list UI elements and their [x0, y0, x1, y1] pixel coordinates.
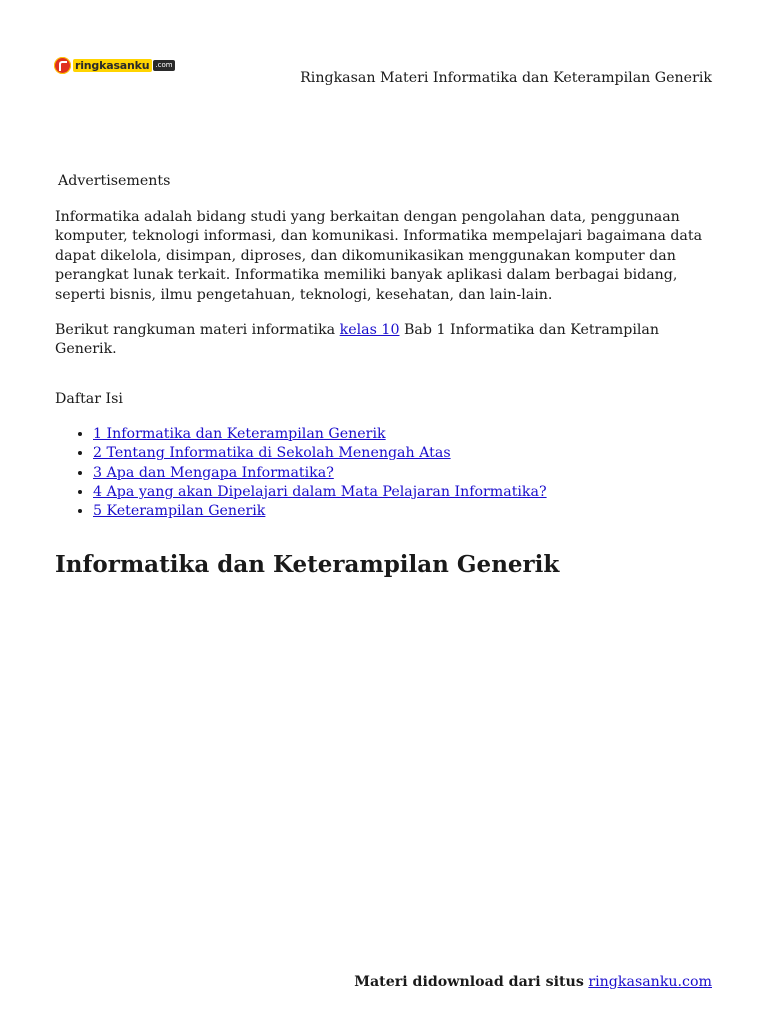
table-of-contents: [55, 425, 715, 522]
intro-paragraph: Informatika adalah bidang studi yang berkaitan dengan pengolahan data, penggunaan komputer, teknologi informasi, dan komunikasi. Informatika mempelajari bagaimana data dapat dikelola, disimpan, diproses, dan dikomunikasikan menggunakan komputer dan perangkat lunak terkait. Informatika memiliki banyak aplikasi dalam berbagai bidang, seperti bisnis, ilmu pengetahuan, teknologi, kesehatan, dan lain-lain.: [55, 209, 703, 303]
footer-label: Materi didownload dari situs: [354, 974, 584, 990]
toc-link-1[interactable]: 1 Informatika dan Keterampilan Generik: [93, 425, 386, 442]
toc-item: [93, 425, 715, 444]
toc-link-2[interactable]: 2 Tentang Informatika di Sekolah Menengah Atas: [93, 445, 451, 462]
header-title: Ringkasan Materi Informatika dan Keterampilan Generik: [300, 70, 712, 86]
logo-icon: [54, 57, 71, 74]
toc-item: [93, 444, 715, 463]
toc-link-4[interactable]: 4 Apa yang akan Dipelajari dalam Mata Pelajaran Informatika?: [93, 484, 547, 501]
footer: [354, 974, 712, 990]
toc-item: [93, 502, 715, 521]
logo-text: ringkasanku: [73, 59, 152, 72]
toc-title: Daftar Isi: [55, 390, 123, 407]
toc-link-5[interactable]: 5 Keterampilan Generik: [93, 503, 266, 520]
toc-item: [93, 464, 715, 483]
article-content: [55, 208, 715, 580]
toc-link-3[interactable]: 3 Apa dan Mengapa Informatika?: [93, 464, 334, 481]
site-logo[interactable]: [54, 56, 178, 75]
summary-text-before: Berikut rangkuman materi informatika: [55, 322, 340, 339]
toc-item: [93, 483, 715, 502]
advertisements-label: Advertisements: [58, 173, 171, 189]
summary-text-after: Bab 1 Informatika dan Ketrampilan Generik.: [55, 322, 660, 358]
footer-site-link[interactable]: ringkasanku.com: [588, 974, 712, 990]
summary-paragraph: [55, 321, 715, 360]
kelas-10-link[interactable]: kelas 10: [339, 322, 400, 339]
logo-tld: .com: [155, 61, 173, 69]
section-heading: Informatika dan Keterampilan Generik: [55, 550, 560, 578]
